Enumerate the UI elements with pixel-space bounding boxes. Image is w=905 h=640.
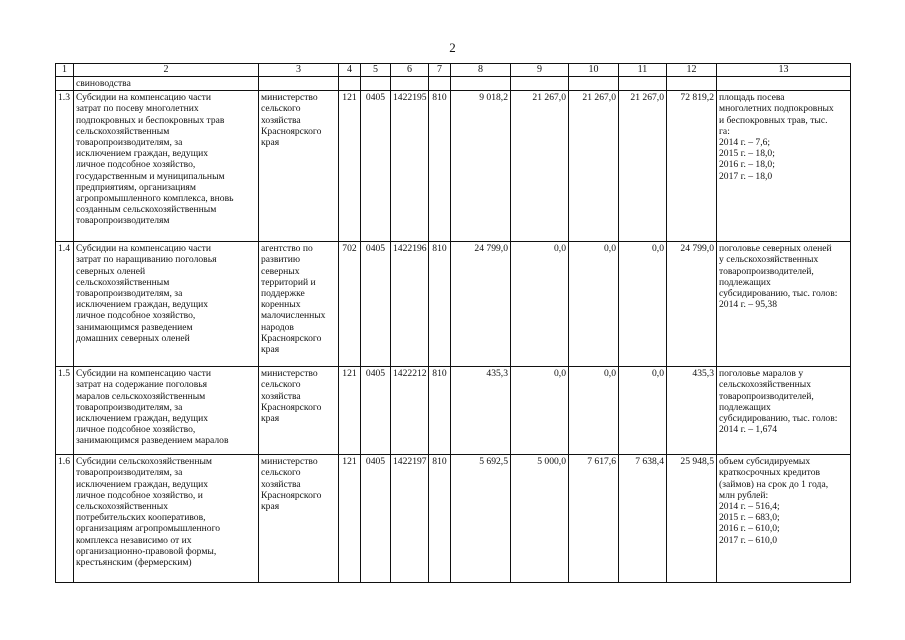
amount-col-8: 24 799,0 (451, 242, 511, 367)
code-expense: 810 (429, 455, 451, 583)
header-row (56, 64, 851, 77)
row-number: 1.6 (56, 455, 74, 583)
measure-name: Субсидии на компенсацию части затрат по наращиванию поголовья северных оленей сельскохозяйственным товаропроизводителям, за исключением граждан, ведущих личное подсобное хозяйство, занимающимся разведением домашних северных оленей (74, 242, 259, 367)
continuation-text: свиноводства (74, 77, 259, 91)
amount-col-11: 0,0 (619, 367, 667, 455)
expected-result: площадь посева многолетних подпокровных и беспокровных трав, тыс. га: 2014 г. – 7,6; 2015 г. – 18,0; 2016 г. – 18,0; 2017 г. – 18,0 (717, 91, 851, 242)
amount-col-9: 0,0 (511, 242, 569, 367)
expected-result: поголовье маралов у сельскохозяйственных товаропроизводителей, подлежащих субсидированию, тыс. голов: 2014 г. – 1,674 (717, 367, 851, 455)
continuation-row (56, 77, 851, 91)
expected-result: поголовье северных оленей у сельскохозяйственных товаропроизводителей, подлежащих субсидированию, тыс. голов: 2014 г. – 95,38 (717, 242, 851, 367)
amount-col-10: 0,0 (569, 367, 619, 455)
header-col-3: 3 (259, 64, 339, 77)
amount-col-9: 5 000,0 (511, 455, 569, 583)
code-section: 0405 (361, 242, 391, 367)
amount-col-10: 21 267,0 (569, 91, 619, 242)
header-col-7: 7 (429, 64, 451, 77)
header-col-8: 8 (451, 64, 511, 77)
code-expense: 810 (429, 91, 451, 242)
amount-col-8: 5 692,5 (451, 455, 511, 583)
header-col-1: 1 (56, 64, 74, 77)
header-col-11: 11 (619, 64, 667, 77)
code-section: 0405 (361, 91, 391, 242)
amount-col-9: 21 267,0 (511, 91, 569, 242)
header-col-6: 6 (391, 64, 429, 77)
amount-col-11: 0,0 (619, 242, 667, 367)
header-col-9: 9 (511, 64, 569, 77)
table-row (56, 91, 851, 242)
header-col-13: 13 (717, 64, 851, 77)
row-number: 1.5 (56, 367, 74, 455)
amount-total: 24 799,0 (667, 242, 717, 367)
header-col-12: 12 (667, 64, 717, 77)
code-target: 1422195 (391, 91, 429, 242)
expected-result: объем субсидируемых краткосрочных кредитов (займов) на срок до 1 года, млн рублей: 2014 г. – 516,4; 2015 г. – 683,0; 2016 г. – 610,0; 2017 г. – 610,0 (717, 455, 851, 583)
budget-table (55, 63, 851, 583)
responsible-agency: агентство по развитию северных территорий и поддержке коренных малочисленных народов Красноярского края (259, 242, 339, 367)
amount-col-9: 0,0 (511, 367, 569, 455)
amount-col-8: 435,3 (451, 367, 511, 455)
amount-col-8: 9 018,2 (451, 91, 511, 242)
code-grbs: 121 (339, 91, 361, 242)
code-section: 0405 (361, 455, 391, 583)
header-col-4: 4 (339, 64, 361, 77)
header-col-2: 2 (74, 64, 259, 77)
code-target: 1422197 (391, 455, 429, 583)
code-target: 1422212 (391, 367, 429, 455)
code-expense: 810 (429, 242, 451, 367)
code-grbs: 121 (339, 367, 361, 455)
header-col-10: 10 (569, 64, 619, 77)
amount-total: 435,3 (667, 367, 717, 455)
measure-name: Субсидии на компенсацию части затрат по посеву многолетних подпокровных и беспокровных трав сельскохозяйственным товаропроизводителям, за исключением граждан, ведущих личное подсобное хозяйство, государственным и муниципальным предприятиям, организациям агропромышленного комплекса, вновь созданным сельскохозяйственным товаропроизводителям (74, 91, 259, 242)
code-expense: 810 (429, 367, 451, 455)
responsible-agency: министерство сельского хозяйства Красноярского края (259, 455, 339, 583)
measure-name: Субсидии сельскохозяйственным товаропроизводителям, за исключением граждан, ведущих личное подсобное хозяйство, и сельскохозяйственных потребительских кооперативов, организациям агропромышленного комплекса независимо от их организационно-правовой формы, крестьянским (фермерским) (74, 455, 259, 583)
code-grbs: 121 (339, 455, 361, 583)
table-row (56, 455, 851, 583)
code-target: 1422196 (391, 242, 429, 367)
responsible-agency: министерство сельского хозяйства Красноярского края (259, 367, 339, 455)
amount-col-10: 0,0 (569, 242, 619, 367)
row-number: 1.4 (56, 242, 74, 367)
amount-col-11: 7 638,4 (619, 455, 667, 583)
responsible-agency: министерство сельского хозяйства Красноярского края (259, 91, 339, 242)
measure-name: Субсидии на компенсацию части затрат на содержание поголовья маралов сельскохозяйственным товаропроизводителям, за исключением граждан, ведущих личное подсобное хозяйство, занимающимся разведением маралов (74, 367, 259, 455)
row-number: 1.3 (56, 91, 74, 242)
amount-col-11: 21 267,0 (619, 91, 667, 242)
amount-total: 72 819,2 (667, 91, 717, 242)
table-row (56, 367, 851, 455)
table-row (56, 242, 851, 367)
amount-col-10: 7 617,6 (569, 455, 619, 583)
code-section: 0405 (361, 367, 391, 455)
page-number: 2 (449, 40, 456, 55)
header-col-5: 5 (361, 64, 391, 77)
code-grbs: 702 (339, 242, 361, 367)
amount-total: 25 948,5 (667, 455, 717, 583)
